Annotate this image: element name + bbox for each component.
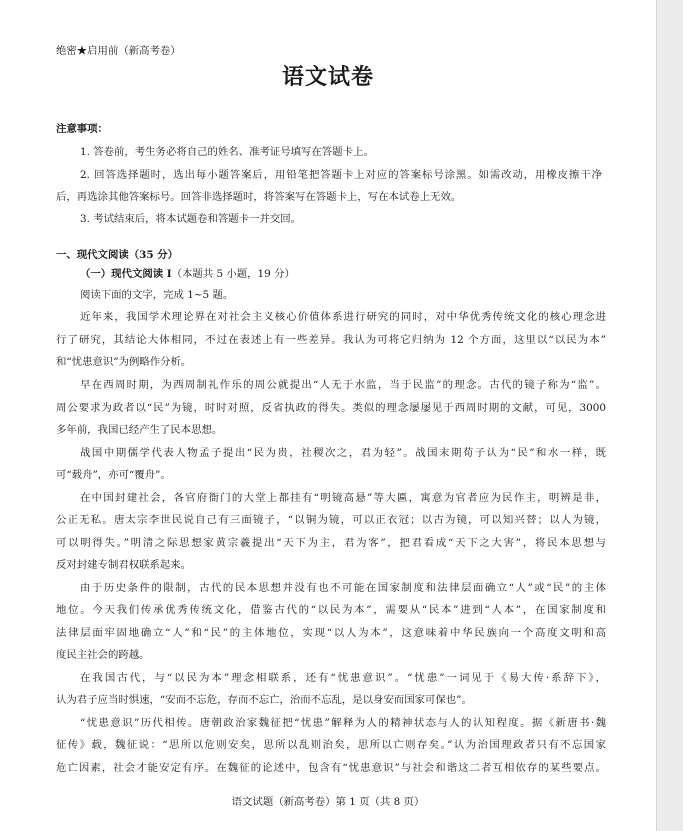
passage-line: 公正无私。唐太宗李世民说自己有三面镜子，“以铜为镜，可以正衣冠；以古为镜，可以知兴替；以人为镜， (56, 514, 606, 526)
passage-line: 征传》载，魏征说：“思所以危则安矣，思所以乱则治矣，思所以亡则存矣。”认为治国理政者只有不忘国家 (56, 739, 606, 751)
page-title: 语文试卷 (281, 64, 374, 90)
passage-line: 近年来，我国学术理论界在对社会主义核心价值体系进行研究的同时，对中华优秀传统文化的核心理念进 (80, 311, 606, 323)
passage-line: “忧患意识”历代相传。唐朝政治家魏征把“忧患”解释为人的精神状态与人的认知程度。据《新唐书·魏 (80, 717, 606, 729)
passage-line: 战国中期儒学代表人物孟子提出“民为贵，社稷次之，君为轻”。战国末期荀子认为“民”和水一样，既 (80, 447, 606, 459)
subsection-label: （一）现代文阅读 I (80, 268, 172, 280)
passage-line: 在我国古代，与“以民为本”理念相联系，还有“忧患意识”。“忧患”一词见于《易大传·系辞下》， (80, 672, 606, 684)
instruction-text: 阅读下面的文字，完成 1~5 题。 (80, 289, 234, 301)
notice-heading: 注意事项： (56, 123, 108, 135)
passage-line: 认为君子应当时惧速，“安而不忘危，存而不忘亡，治而不忘乱，是以身安而国家可保也”。 (56, 694, 472, 706)
passage-line: 多年前，我国已经产生了民本思想。 (56, 424, 223, 436)
passage-line: 由于历史条件的限制，古代的民本思想并没有也不可能在国家制度和法律层面确立“人”或“民”的主体 (80, 582, 606, 594)
notice-line: 2. 回答选择题时，选出每小题答案后，用铅笔把答题卡上对应的答案标号涂黑。如需改动，用橡皮擦干净 (80, 169, 602, 181)
passage-line: 可以明得失。”明清之际思想家黄宗羲提出“天下为主，君为客”，把君看成“天下之大害”，将民本思想与 (56, 537, 606, 549)
page-footer: 语文试题（新高考卷）第 1 页（共 8 页） (231, 796, 425, 808)
passage-line: 和“忧患意识”为例略作分析。 (56, 356, 192, 368)
subsection-heading (80, 267, 295, 281)
passage-line: 周公要求为政者以“民”为镜，时时对照，反省执政的得失。类似的理念屡屡见于西周时期的文献，可见，3000 (56, 402, 606, 414)
passage-line: 可“载舟”，亦可“覆舟”。 (56, 469, 171, 481)
section-heading: 一、现代文阅读（35 分） (56, 249, 178, 261)
passage-line: 反对封建专制君权联系起来。 (56, 559, 192, 571)
confidential-note: 绝密★启用前（新高考卷） (56, 45, 181, 57)
notice-line: 3. 考试结束后，将本试题卷和答题卡一并交回。 (80, 213, 302, 225)
notice-line: 后，再选涂其他答案标号。回答非选择题时，将答案写在答题卡上，写在本试卷上无效。 (56, 191, 462, 203)
passage-line: 法律层面牢固地确立“人”和“民”的主体地位，实现“以人为本”，这意味着中华民族向一个高度文明和高 (56, 627, 606, 639)
passage-line: 行了研究，其结论大体相同，不过在表述上有一些差异。我认为可将它归纳为 12 个方面，这里以“以民为本” (56, 334, 606, 346)
notice-line: 1. 答卷前，考生务必将自己的姓名、准考证号填写在答题卡上。 (80, 146, 374, 158)
passage-line: 危亡因素，社会才能安定有序。在魏征的论述中，包含有“忧患意识”与社会和谐这二者互相依存的某些要点。 (56, 762, 606, 774)
passage-line: 在中国封建社会，各官府衙门的大堂上都挂有“明镜高悬”等大匾，寓意为官者应为民作主，明辨是非， (80, 492, 606, 504)
vertical-scrollbar[interactable] (656, 0, 683, 831)
passage-line: 度民主社会的跨越。 (56, 649, 150, 661)
passage-line: 早在西周时期，为西周制礼作乐的周公就提出“人无于水监，当于民监”的理念。古代的镜子称为“监”。 (80, 379, 606, 391)
subsection-detail: （本题共 5 小题，19 分） (171, 268, 295, 280)
passage-line: 地位。今天我们传承优秀传统文化，借鉴古代的“以民为本”，需要从“民本”进到“人本”，在国家制度和 (56, 604, 606, 616)
